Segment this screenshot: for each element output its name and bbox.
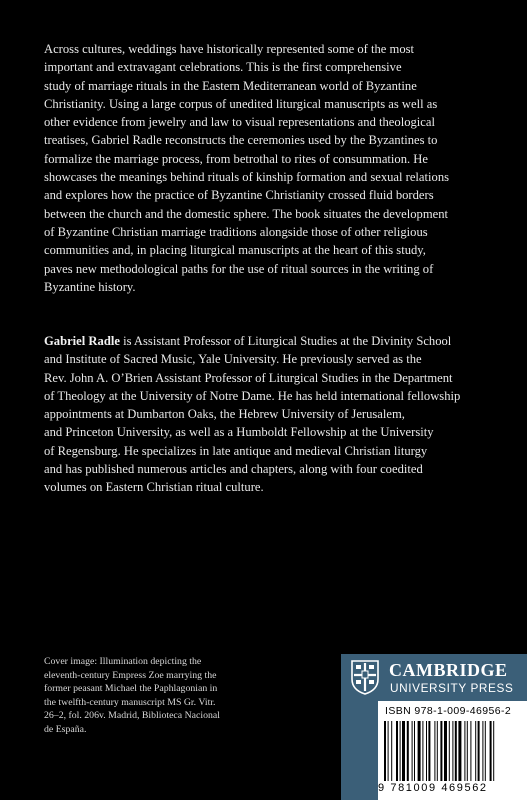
description-line: paves new methodological paths for the use of ritual sources in the writing of [44,261,434,276]
barcode-bars [384,721,524,781]
bio-line: of Regensburg. He specializes in late antique and medieval Christian liturgy [44,443,428,458]
description-line: Across cultures, weddings have historically represented some of the most [44,42,415,56]
barcode-bar [407,721,409,781]
barcode-bar [485,721,486,781]
barcode-bar [400,721,401,781]
barcode-bar [475,721,476,781]
credit-line: the twelfth-century manuscript MS Gr. Vitr. [44,696,216,708]
description-line: communities and, in placing liturgical manuscripts at the heart of this study, [44,243,426,258]
barcode-bar [434,721,435,781]
bio-line: appointments at Dumbarton Oaks, the Hebrew University of Jerusalem, [44,407,405,422]
author-name: Gabriel Radle [44,334,120,348]
barcode-bar [402,721,405,781]
bio-line: and Institute of Sacred Music, Yale University. He previously served as the [44,352,422,367]
barcode-bar [455,721,457,781]
barcode-bar [470,721,471,781]
description-line: formalize the marriage process, from betrothal to rites of consummation. He [44,151,428,166]
description-line: between the church and the domestic sphere. The book situates the development [44,206,449,221]
barcode-bar [464,721,465,781]
barcode-bar [384,721,386,781]
bio-line-rest: is Assistant Professor of Liturgical Studies at the Divinity School [119,334,452,348]
description-line: Christianity. Using a large corpus of unedited liturgical manuscripts as well as [44,96,438,111]
bio-line: of Theology at the University of Notre Dame. He has held international fellowship [44,388,461,403]
bio-line: Rev. John A. O’Brien Assistant Professor of Liturgical Studies in the Department [44,370,453,385]
barcode-bar [490,721,492,781]
bio-line: and has published numerous articles and chapters, along with four coedited [44,462,423,477]
barcode-bar [412,721,413,781]
description-line: of Byzantine Christian marriage traditions alongside those of other religious [44,224,428,239]
description-line: other evidence from jewelry and law to visual representations and theological [44,115,435,130]
description-line: Byzantine history. [44,279,136,294]
credit-line: eleventh-century Empress Zoe marrying the [44,669,217,681]
barcode-bar [396,721,398,781]
credit-line: former peasant Michael the Paphlagonian in [44,683,218,695]
barcode-bar [388,721,389,781]
barcode-bar [414,721,415,781]
publisher-subtitle: UNIVERSITY PRESS [390,681,514,695]
publisher-name: CAMBRIDGE [389,660,508,680]
barcode-digits: 9 781009 469562 [378,782,488,794]
description-line: and explores how the practice of Byzantine Christianity crossed fluid borders [44,188,434,203]
credit-line: Cover image: Illumination depicting the [44,656,202,667]
barcode-bar [452,721,453,781]
credit-line: 26–2, fol. 206v. Madrid, Biblioteca Nacional [44,710,220,722]
credit-line: de España. [44,723,87,735]
description-line: study of marriage rituals in the Eastern Mediterranean world of Byzantine [44,78,417,93]
description-line: treatises, Gabriel Radle reconstructs the ceremonies used by the Byzantines to [44,133,438,148]
barcode-bar [493,721,494,781]
description-line: important and extravagant celebrations. This is the first comprehensive [44,60,402,75]
cambridge-crest-icon [350,659,380,695]
description-line: showcases the meanings behind rituals of kinship formation and sexual relations [44,170,450,185]
barcode-bar [458,721,461,781]
barcode-bar [444,721,447,781]
barcode-bar [440,721,442,781]
barcode-bar [418,721,421,781]
barcode-bar [467,721,468,781]
barcode-bar [428,721,430,781]
bio-line: and Princeton University, as well as a Humboldt Fellowship at the University [44,425,434,440]
author-bio [44,332,494,497]
barcode-bar [426,721,427,781]
bio-line: volumes on Eastern Christian ritual culture. [44,480,264,495]
isbn-label: ISBN 978-1-009-46956-2 [385,705,512,717]
barcode-bar [449,721,450,781]
barcode-bar [391,721,392,781]
barcode-bar [437,721,438,781]
cover-image-credit [44,655,244,737]
bio-first-line [44,332,494,350]
barcode-bar [482,721,483,781]
book-description [44,40,494,296]
barcode-bar [422,721,423,781]
barcode-bar [478,721,480,781]
